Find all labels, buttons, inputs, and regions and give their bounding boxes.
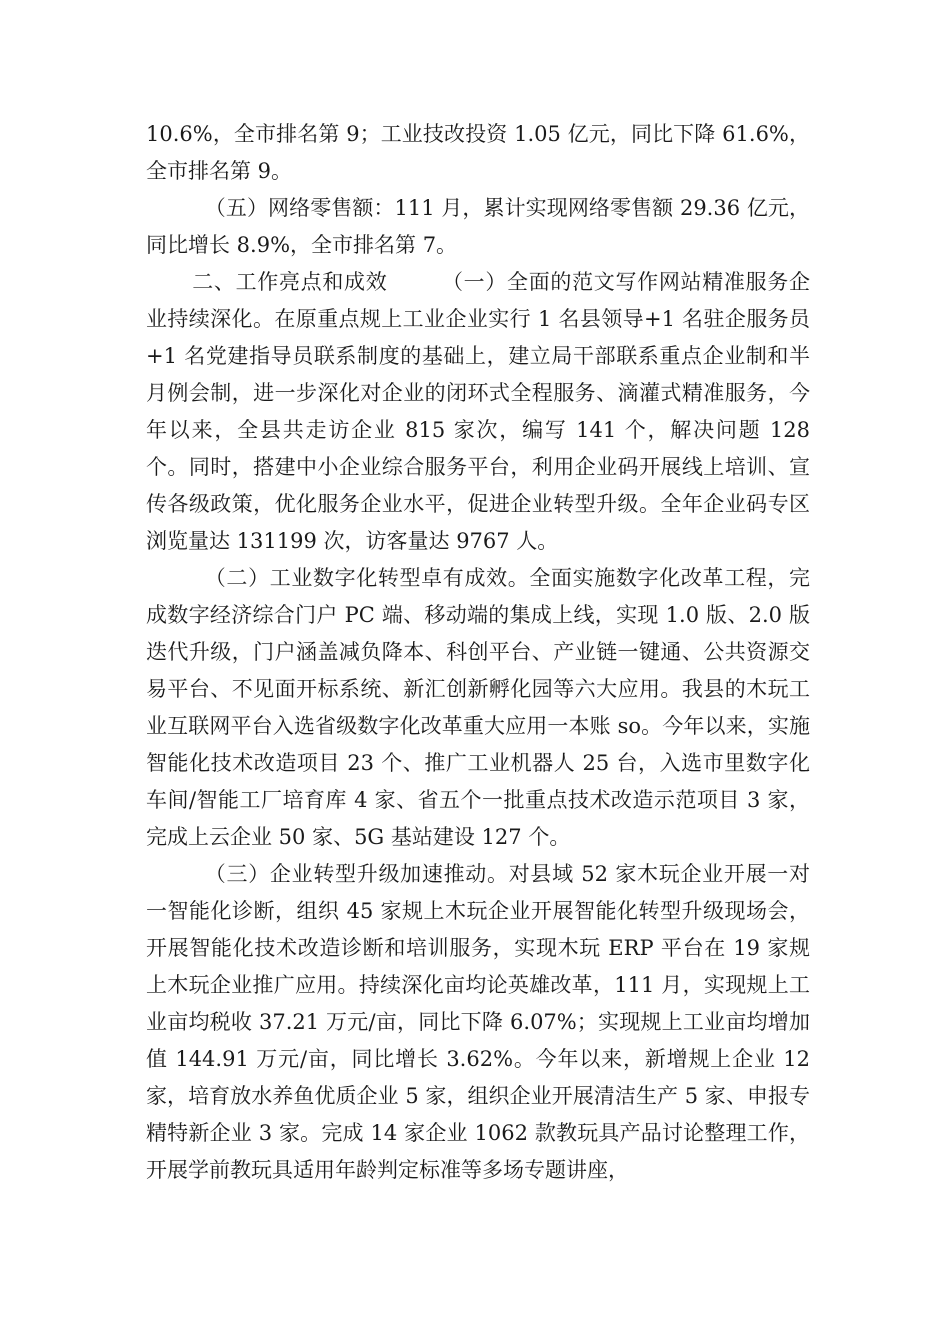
paragraph-online-retail: （五）网络零售额：111 月，累计实现网络零售额 29.36 亿元，同比增长 8.9%，全市排名第 7。 [146, 196, 810, 257]
paragraph-enterprise-upgrade: （三）企业转型升级加速推动。对县域 52 家木玩企业开展一对一智能化诊断，组织 45 家规上木玩企业开展智能化转型升级现场会，开展智能化技术改造诊断和培训服务，实现木玩 ERP 平台在 19 家规上木玩企业推广应用。持续深化亩均论英雄改革，111 月，实现规上工业亩均税收 37.21 万元/亩，同比下降 6.07%；实现规上工业亩均增加值 144.91 万元/亩，同比增长 3.62%。今年以来，新增规上企业 12 家，培育放水养鱼优质企业 5 家，组织企业开展清洁生产 5 家、申报专精特新企业 3 家。完成 14 家企业 1062 款教玩具产品讨论整理工作，开展学前教玩具适用年龄判定标准等多场专题讲座， [146, 862, 811, 1182]
document-body [146, 116, 810, 1189]
paragraph-digital-transformation: （二）工业数字化转型卓有成效。全面实施数字化改革工程，完成数字经济综合门户 PC 端、移动端的集成上线，实现 1.0 版、2.0 版迭代升级，门户涵盖减负降本、科创平台、产业链一键通、公共资源交易平台、不见面开标系统、新汇创新孵化园等六大应用。我县的木玩工业互联网平台入选省级数字化改革重大应用一本账 so。今年以来，实施智能化技术改造项目 23 个、推广工业机器人 25 台，入选市里数字化车间/智能工厂培育库 4 家、省五个一批重点技术改造示范项目 3 家，完成上云企业 50 家、5G 基站建设 127 个。 [146, 566, 810, 849]
paragraph-continuation: 10.6%，全市排名第 9；工业技改投资 1.05 亿元，同比下降 61.6%，全市排名第 9。 [146, 122, 810, 183]
paragraph-highlights-service: 二、工作亮点和成效 （一）全面的范文写作网站精准服务企业持续深化。在原重点规上工业企业实行 1 名县领导+1 名驻企服务员+1 名党建指导员联系制度的基础上，建立局干部联系重点企业制和半月例会制，进一步深化对企业的闭环式全程服务、滴灌式精准服务，今年以来，全县共走访企业 815 家次，编写 141 个，解决问题 128 个。同时，搭建中小企业综合服务平台，利用企业码开展线上培训、宣传各级政策，优化服务企业水平，促进企业转型升级。全年企业码专区浏览量达 131199 次，访客量达 9767 人。 [146, 270, 810, 553]
